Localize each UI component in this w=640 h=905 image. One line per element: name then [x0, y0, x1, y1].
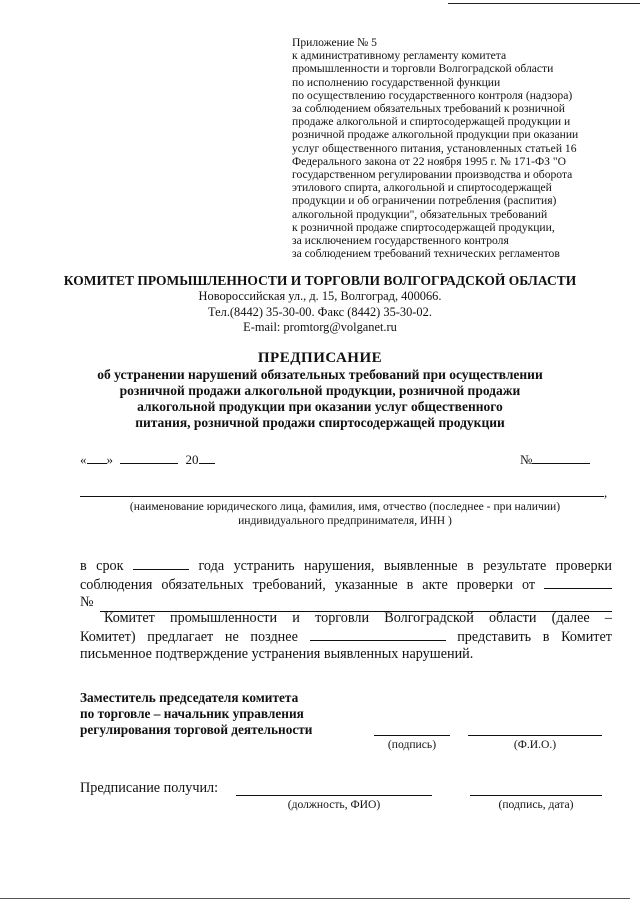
- number-field: [520, 451, 590, 468]
- committee-address: Новороссийская ул., д. 15, Волгоград, 400066.: [198, 289, 442, 303]
- appendix-line: Приложение № 5: [292, 36, 377, 49]
- appendix-block: [292, 36, 622, 260]
- entity-comma: ,: [604, 485, 608, 500]
- order-subtitle-line: розничной продажи алкогольной продукции, розничной продажи: [119, 383, 521, 398]
- submission-date-blank[interactable]: [310, 628, 446, 641]
- order-title: ПРЕДПИСАНИЕ: [257, 350, 383, 366]
- appendix-line: к административному регламенту комитета: [292, 49, 507, 63]
- number-sign: №: [520, 452, 533, 467]
- appendix-line: за соблюдением требований технических регламентов: [292, 247, 560, 261]
- deadline-paragraph: [80, 557, 612, 612]
- appendix-line: к розничной продаже спиртосодержащей продукции,: [292, 220, 555, 234]
- day-blank[interactable]: [87, 451, 107, 464]
- deadline-text-c: соблюдения обязательных требований, указанные в акте проверки от: [80, 576, 536, 593]
- appendix-line: этилового спирта, алкогольной и спиртосодержащей: [292, 181, 552, 195]
- deadline-line-1: [80, 557, 612, 576]
- deadline-text-b: года устранить нарушения, выявленные в результате проверки: [198, 558, 613, 574]
- committee-header: [0, 272, 640, 336]
- committee-email: E-mail: promtorg@volganet.ru: [243, 320, 397, 334]
- deadline-line-3: [80, 594, 612, 612]
- committee-name: КОМИТЕТ ПРОМЫШЛЕННОСТИ И ТОРГОВЛИ ВОЛГОГРАДСКОЙ ОБЛАСТИ: [63, 273, 577, 288]
- date-field: [80, 451, 215, 468]
- appendix-line: продукции и об ограничении потребления (распития): [292, 194, 557, 208]
- appendix-line: услуг общественного питания, установленных статьей 16: [292, 141, 577, 155]
- appendix-line: алкогольной продукции", обязательных требований: [292, 207, 548, 221]
- sign-date-caption: (подпись, дата): [498, 798, 574, 811]
- number-blank[interactable]: [532, 451, 590, 464]
- year-blank[interactable]: [199, 451, 215, 464]
- deputy-title: [80, 690, 312, 738]
- act-number-sign: №: [80, 594, 94, 610]
- bottom-edge-line: [0, 898, 630, 899]
- appendix-line: по осуществлению государственного контроля (надзора): [292, 88, 573, 102]
- committee-para-text-a: Комитет) предлагает не позднее: [80, 628, 298, 645]
- entity-caption-line: (наименование юридического лица, фамилия, имя, отчество (последнее - при наличии): [129, 500, 561, 513]
- committee-paragraph: [80, 610, 612, 664]
- appendix-line: промышленности и торговли Волгоградской области: [292, 62, 554, 76]
- order-subtitle-line: алкогольной продукции при оказании услуг общественного: [137, 399, 503, 414]
- open-quote: «: [80, 452, 87, 467]
- deputy-title-line: Заместитель председателя комитета: [80, 690, 299, 705]
- deadline-text-a: в срок: [80, 558, 124, 574]
- received-label: Предписание получил:: [80, 780, 219, 796]
- deputy-name-line[interactable]: [468, 735, 602, 736]
- committee-para-text-b: представить в Комитет: [457, 628, 612, 645]
- year-prefix: 20: [185, 452, 199, 467]
- appendix-line: продаже алкогольной и спиртосодержащей продукции и: [292, 115, 571, 129]
- appendix-line: розничной продаже алкогольной продукции при оказании: [292, 128, 579, 142]
- act-date-blank[interactable]: [544, 576, 612, 589]
- order-heading: [0, 349, 640, 431]
- appendix-line: за соблюдением обязательных требований к розничной: [292, 102, 565, 116]
- deputy-title-line: регулирования торговой деятельности: [80, 722, 313, 737]
- close-quote: »: [106, 452, 113, 467]
- entity-caption-line: индивидуального предпринимателя, ИНН ): [238, 514, 452, 527]
- order-subtitle-line: об устранении нарушений обязательных требований при осуществлении: [97, 367, 543, 382]
- entity-blank-line[interactable]: [80, 496, 604, 497]
- appendix-line: Федерального закона от 22 ноября 1995 г. № 171-ФЗ "О: [292, 154, 566, 168]
- deadline-line-2: [80, 576, 612, 595]
- name-caption: (Ф.И.О.): [513, 738, 557, 751]
- deputy-title-line: по торговле – начальник управления: [80, 706, 304, 721]
- appendix-line: за исключением государственного контроля: [292, 234, 509, 248]
- deputy-signature-line[interactable]: [374, 735, 450, 736]
- appendix-line: государственном регулировании производства и оборота: [292, 168, 573, 182]
- recipient-sign-line[interactable]: [470, 795, 602, 796]
- position-caption: (должность, ФИО): [287, 798, 381, 811]
- committee-phone: Тел.(8442) 35-30-00. Факс (8442) 35-30-02.: [208, 304, 432, 319]
- recipient-position-line[interactable]: [236, 795, 432, 796]
- committee-para-line-3: письменное подтверждение устранения выявленных нарушений.: [80, 646, 474, 662]
- deadline-term-blank[interactable]: [133, 557, 189, 570]
- month-blank[interactable]: [120, 451, 178, 464]
- signature-caption: (подпись): [387, 738, 437, 751]
- committee-para-line-2: [80, 628, 612, 647]
- entity-caption: [80, 500, 610, 528]
- committee-para-line-1: Комитет промышленности и торговли Волгоградской области (далее –: [104, 610, 612, 626]
- appendix-line: по исполнению государственной функции: [292, 75, 501, 89]
- top-edge-line: [448, 3, 640, 4]
- order-subtitle-line: питания, розничной продажи спиртосодержащей продукции: [135, 415, 505, 430]
